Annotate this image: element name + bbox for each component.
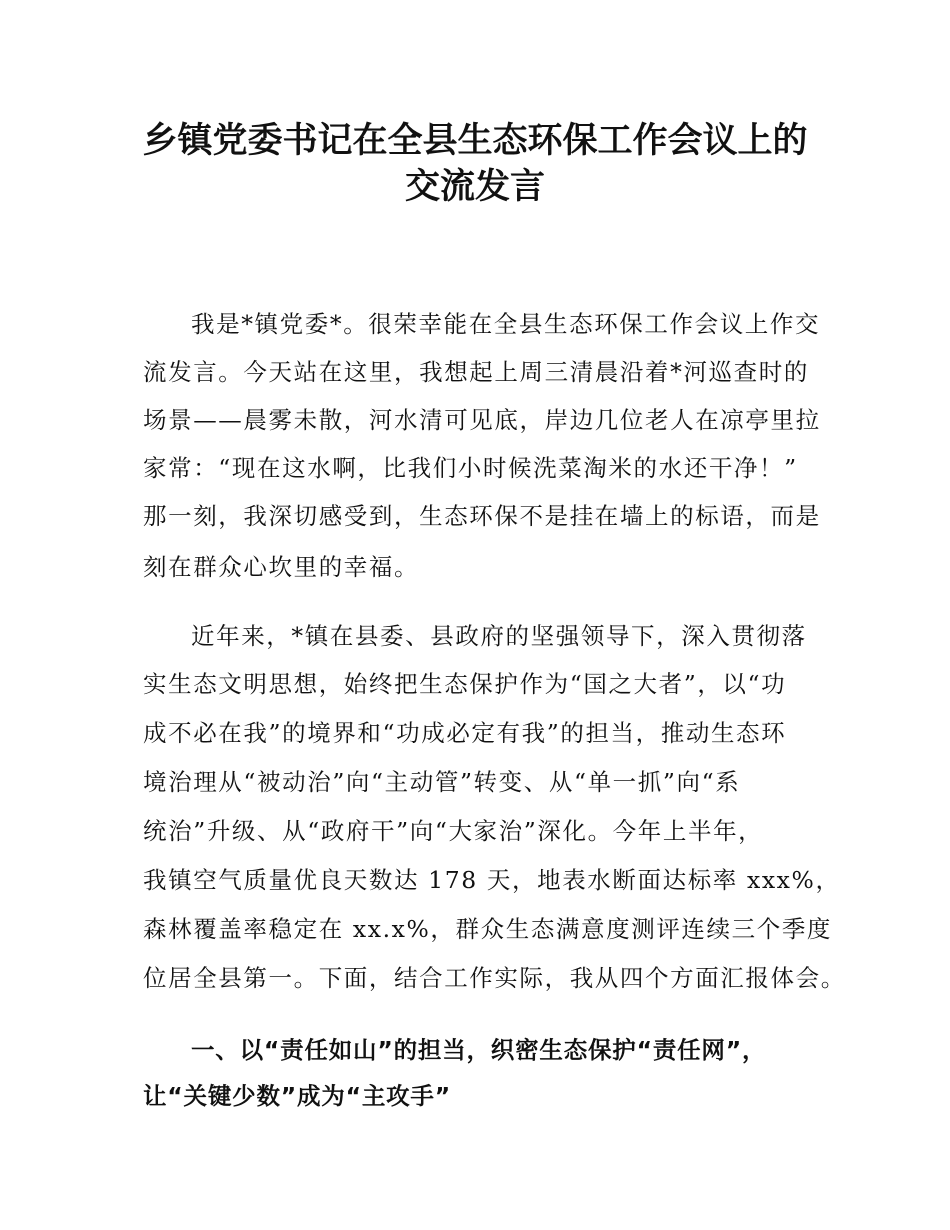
paragraph-line: 近年来，*镇在县委、县政府的坚强领导下，深入贯彻落 bbox=[191, 622, 807, 650]
document-title: 乡镇党委书记在全县生态环保工作会议上的 bbox=[142, 121, 808, 161]
paragraph-line: 那一刻，我深切感受到，生态环保不是挂在墙上的标语，而是 bbox=[143, 502, 821, 530]
paragraph-line: 刻在群众心坎里的幸福。 bbox=[143, 553, 420, 581]
paragraph-line: 成不必在我”的境界和“功成必定有我”的担当，推动生态环 bbox=[143, 719, 787, 747]
paragraph-line: 流发言。今天站在这里，我想起上周三清晨沿着*河巡查时的 bbox=[143, 358, 809, 386]
paragraph-line: 实生态文明思想，始终把生态保护作为“国之大者”，以“功 bbox=[143, 670, 787, 698]
paragraph-line: 位居全县第一。下面，结合工作实际，我从四个方面汇报体会。 bbox=[143, 964, 846, 992]
paragraph-line: 我是*镇党委*。很荣幸能在全县生态环保工作会议上作交 bbox=[191, 310, 821, 338]
paragraph-line: 我镇空气质量优良天数达 178 天，地表水断面达标率 xxx%， bbox=[143, 866, 841, 894]
paragraph-line: 境治理从“被动治”向“主动管”转变、从“单一抓”向“系 bbox=[143, 768, 741, 796]
paragraph-line: 统治”升级、从“政府干”向“大家治”深化。今年上半年， bbox=[143, 817, 764, 845]
section-heading-line: 一、以“责任如山”的担当，织密生态保护“责任网”， bbox=[191, 1036, 767, 1064]
paragraph-line: 场景——晨雾未散，河水清可见底，岸边几位老人在凉亭里拉 bbox=[143, 406, 821, 434]
paragraph-line: 森林覆盖率稳定在 xx.x%，群众生态满意度测评连续三个季度 bbox=[143, 915, 833, 943]
section-heading-line: 让“关键少数”成为“主攻手” bbox=[143, 1082, 451, 1110]
paragraph-line: 家常：“现在这水啊，比我们小时候洗菜淘米的水还干净！” bbox=[143, 454, 798, 482]
document-title-continued: 交流发言 bbox=[404, 167, 545, 207]
